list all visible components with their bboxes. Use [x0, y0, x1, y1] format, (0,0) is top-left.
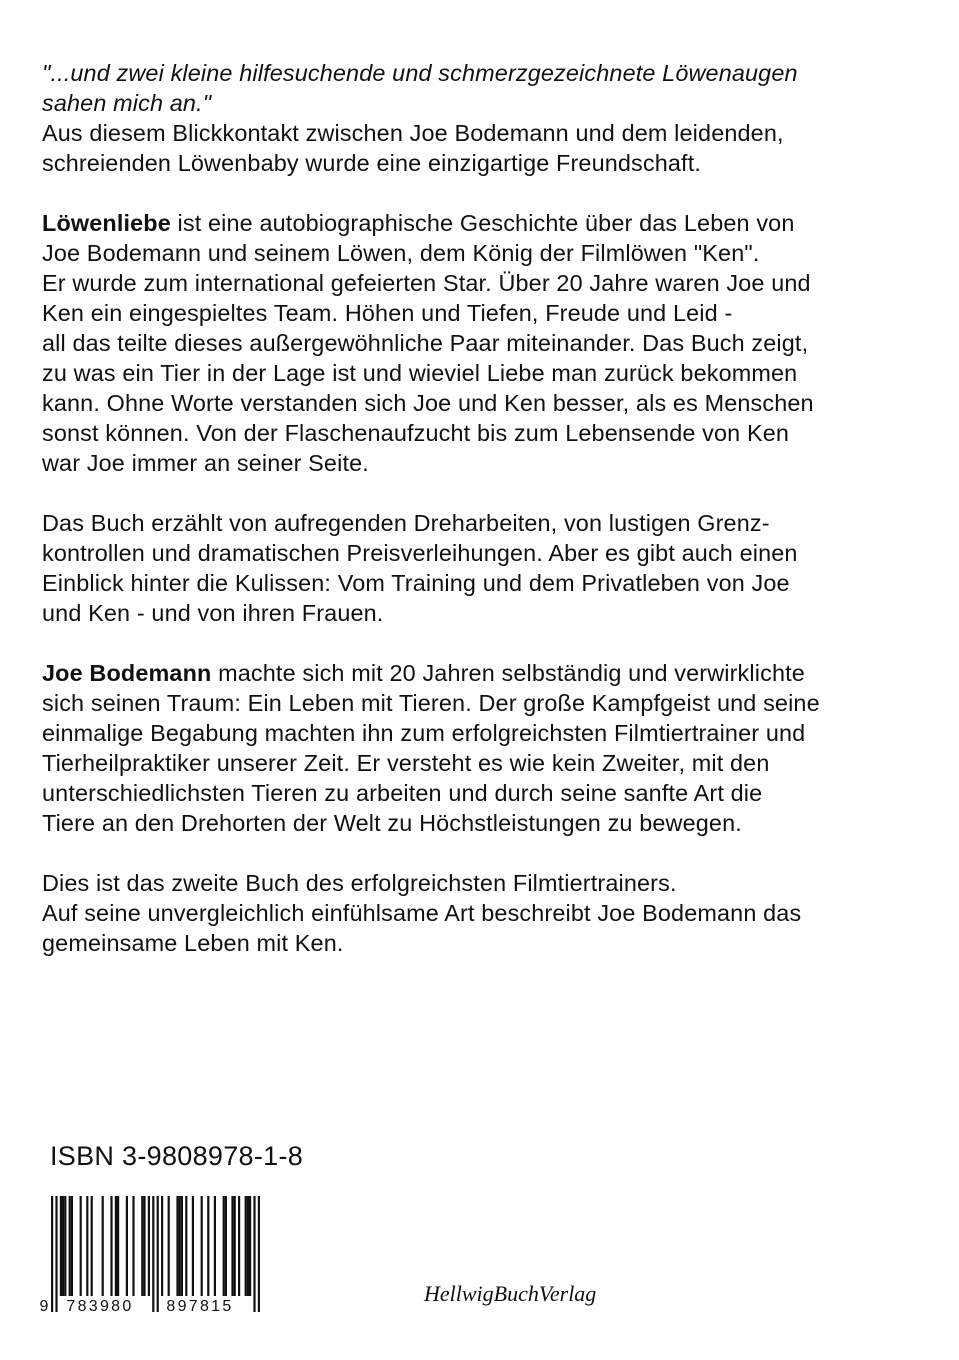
barcode-right-digits: 897815: [166, 1298, 234, 1315]
book-description-paragraph: [42, 208, 932, 478]
barcode-guard-bar: [157, 1196, 159, 1312]
text-line: und Ken - und von ihren Frauen.: [42, 600, 384, 626]
text-line: Einblick hinter die Kulissen: Vom Training und dem Privatleben von Joe: [42, 570, 790, 596]
text-line: Aus diesem Blickkontakt zwischen Joe Bodemann und dem leidenden,: [42, 120, 784, 146]
barcode-bar: [225, 1196, 227, 1296]
barcode-bar: [148, 1196, 150, 1296]
text-line: machte sich mit 20 Jahren selbständig und verwirklichte: [211, 660, 805, 686]
text-line: Das Buch erzählt von aufregenden Dreharbeiten, von lustigen Grenz-: [42, 510, 770, 536]
text-line: Auf seine unvergleichlich einfühlsame Art beschreibt Joe Bodemann das: [42, 900, 802, 926]
barcode-bar: [64, 1196, 66, 1296]
barcode-bar: [185, 1196, 187, 1296]
barcode-bar: [214, 1196, 216, 1296]
text-line: sonst können. Von der Flaschenaufzucht bis zum Lebensende von Ken: [42, 420, 790, 446]
barcode-leading-digit: 9: [40, 1298, 49, 1315]
barcode-bar: [234, 1196, 236, 1296]
barcode-bar: [207, 1196, 209, 1296]
barcode-bar: [80, 1196, 82, 1296]
barcode-bar: [132, 1196, 134, 1296]
text-line: Ken ein eingespieltes Team. Höhen und Tiefen, Freude und Leid -: [42, 300, 733, 326]
text-line: Joe Bodemann und seinem Löwen, dem König der Filmlöwen "Ken".: [42, 240, 760, 266]
barcode-bars: [51, 1196, 260, 1312]
barcode-bar: [247, 1196, 249, 1296]
barcode-guard-bar: [253, 1196, 255, 1312]
text-line: Tierheilpraktiker unserer Zeit. Er versteht es wie kein Zweiter, mit den: [42, 750, 770, 776]
barcode-bar: [245, 1196, 247, 1296]
text-line: unterschiedlichsten Tieren zu arbeiten und durch seine sanfte Art die: [42, 780, 763, 806]
barcode-bar: [179, 1196, 181, 1296]
barcode-bar: [115, 1196, 117, 1296]
author-name-bold: Joe Bodemann: [42, 660, 212, 686]
barcode-left-digits: 783980: [66, 1298, 134, 1315]
barcode-bar: [86, 1196, 88, 1296]
text-line: Er wurde zum international gefeierten Star. Über 20 Jahre waren Joe und: [42, 270, 811, 296]
barcode-bar: [69, 1196, 71, 1296]
barcode-bar: [168, 1196, 170, 1296]
barcode-bar: [231, 1196, 233, 1296]
barcode-bar: [117, 1196, 119, 1296]
text-line: zu was ein Tier in der Lage ist und wieviel Liebe man zurück bekommen: [42, 360, 798, 386]
book-title-bold: Löwenliebe: [42, 210, 171, 236]
text-line: einmalige Begabung machten ihn zum erfolgreichsten Filmtiertrainer und: [42, 720, 806, 746]
barcode-bar: [143, 1196, 145, 1296]
text-line: all das teilte dieses außergewöhnliche Paar miteinander. Das Buch zeigt,: [42, 330, 809, 356]
text-line: gemeinsame Leben mit Ken.: [42, 930, 344, 956]
quote-line: "...und zwei kleine hilfesuchende und schmerzgezeichnete Löwenaugen: [42, 60, 798, 86]
text-line: sich seinen Traum: Ein Leben mit Tieren. Der große Kampfgeist und seine: [42, 690, 820, 716]
barcode-guard-bar: [152, 1196, 154, 1312]
intro-paragraph: [42, 58, 932, 178]
barcode-bar: [141, 1196, 143, 1296]
barcode-bar: [62, 1196, 64, 1296]
quote-line: sahen mich an.": [42, 90, 212, 116]
barcode-bar: [91, 1196, 93, 1296]
barcode-bar: [126, 1196, 128, 1296]
barcode-bar: [102, 1196, 104, 1296]
barcode-bar: [176, 1196, 178, 1296]
barcode-bar: [249, 1196, 251, 1296]
text-line: Tiere an den Drehorten der Welt zu Höchstleistungen zu bewegen.: [42, 810, 742, 836]
barcode-guard-bar: [51, 1196, 53, 1312]
barcode-bar: [201, 1196, 203, 1296]
text-line: ist eine autobiographische Geschichte über das Leben von: [170, 210, 795, 236]
isbn-label: ISBN 3-9808978-1-8: [50, 1141, 304, 1171]
barcode-bar: [192, 1196, 194, 1296]
barcode-bar: [110, 1196, 112, 1296]
barcode-bar: [238, 1196, 240, 1296]
barcode-guard-bar: [258, 1196, 260, 1312]
publisher-name: HellwigBuchVerlag: [424, 1281, 597, 1306]
text-line: Dies ist das zweite Buch des erfolgreichsten Filmtiertrainers.: [42, 870, 677, 896]
ean-barcode: [40, 1194, 262, 1316]
barcode-bar: [60, 1196, 62, 1296]
closing-paragraph: [42, 868, 932, 958]
content-paragraph: [42, 508, 932, 628]
text-line: schreienden Löwenbaby wurde eine einzigartige Freundschaft.: [42, 150, 702, 176]
barcode-bar: [223, 1196, 225, 1296]
barcode-bar: [71, 1196, 73, 1296]
author-paragraph: [42, 658, 932, 838]
barcode-bar: [181, 1196, 183, 1296]
text-line: kann. Ohne Worte verstanden sich Joe und Ken besser, als es Menschen: [42, 390, 814, 416]
text-line: war Joe immer an seiner Seite.: [42, 450, 369, 476]
blurb-text: [42, 58, 932, 958]
barcode-bar: [161, 1196, 163, 1296]
text-line: kontrollen und dramatischen Preisverleihungen. Aber es gibt auch einen: [42, 540, 798, 566]
barcode-guard-bar: [55, 1196, 57, 1312]
